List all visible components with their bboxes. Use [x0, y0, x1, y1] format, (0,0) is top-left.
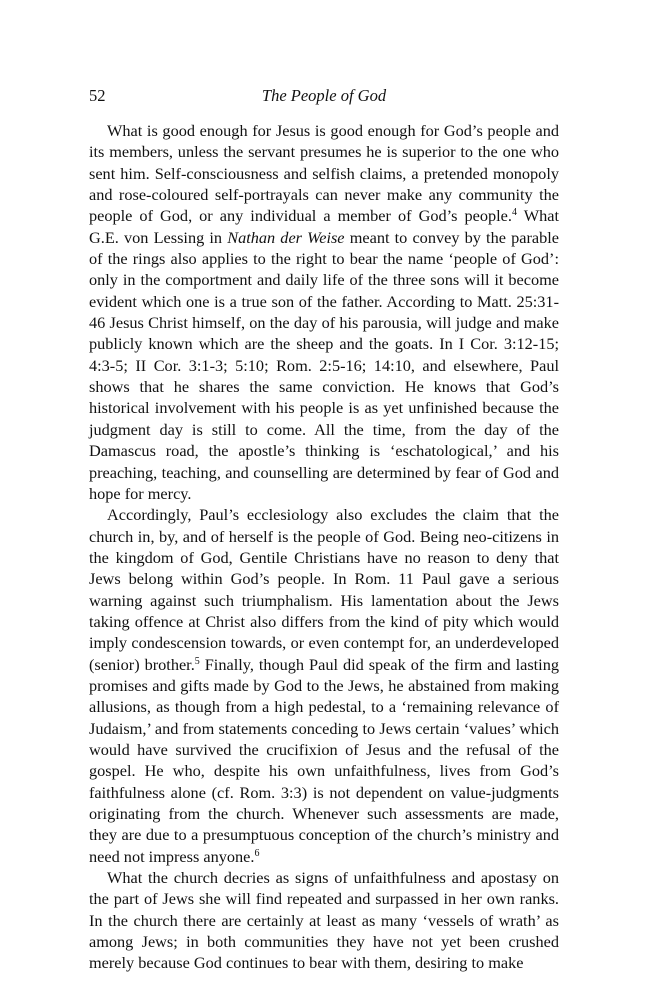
footnote-marker-5: 5 — [194, 655, 200, 667]
running-title: The People of God — [261, 86, 387, 105]
body-text — [89, 120, 559, 974]
paragraph-2-text-1: Accordingly, Paul’s ecclesiology also excludes the claim that the church in, by, and of herself is the people of God. Being neo-citizens in the kingdom of God, Gentile Christians have no reason to deny that Jews belong within God’s people. In Rom. 11 Paul gave a serious warning against such triumphalism. His lamentation about the Jews taking offence at Christ also differs from the kind of pity which would imply condescension towards, or even contempt for, an underdeveloped (senior) brother. — [89, 505, 559, 674]
page-number: 52 — [89, 86, 106, 105]
paragraph-2-text-2: Finally, though Paul did speak of the firm and lasting promises and gifts made by God to the Jews, he abstained from making allusions, as though from a high pedestal, to a ‘remaining relevance of Judaism,’ and from statements conceding to Jews certain ‘values’ which would have survived the crucifixion of Jesus and the refusal of the gospel. He who, despite his own unfaithfulness, lives from God’s faithfulness alone (cf. Rom. 3:3) is not dependent on value-judgments originating from the church. Whenever such assessments are made, they are due to a presumptuous conception of the church’s ministry and need not impress anyone. — [89, 654, 559, 866]
paragraph-1-text-1: What is good enough for Jesus is good enough for God’s people and its members, unless the servant presumes he is superior to the one who sent him. Self-consciousness and selfish claims, a pretended monopoly and rose-coloured self-portrayals can never make any community the people of God, or any individual a member of God’s people. — [89, 121, 559, 226]
book-title-nathan-der-weise: Nathan der Weise — [227, 227, 345, 247]
paragraph-1 — [89, 120, 559, 504]
paragraph-1-text-2: What G.E. von Lessing in — [89, 206, 559, 247]
paragraph-2 — [89, 504, 559, 867]
running-head — [89, 84, 559, 108]
footnote-marker-4: 4 — [511, 207, 517, 219]
paragraph-3 — [89, 867, 559, 974]
footnote-marker-6: 6 — [254, 847, 260, 859]
paragraph-3-text: What the church decries as signs of unfaithfulness and apostasy on the part of Jews she will find repeated and surpassed in her own ranks. In the church there are certainly at least as many ‘vessels of wrath’ as among Jews; in both communities they have not yet been crushed merely because God continues to bear with them, desiring to make — [89, 868, 559, 973]
book-page — [89, 84, 559, 974]
paragraph-1-text-3: meant to convey by the parable of the rings also applies to the right to bear the name ‘people of God’: only in the comportment and daily life of the three sons will it become evident which one is a true son of the father. According to Matt. 25:31-46 Jesus Christ himself, on the day of his parousia, will judge and make publicly known which are the sheep and the goats. In I Cor. 3:12-15; 4:3-5; II Cor. 3:1-3; 5:10; Rom. 2:5-16; 14:10, and elsewhere, Paul shows that he shares the same conviction. He knows that God’s historical involvement with his people is as yet unfinished because the judgment day is still to come. All the time, from the day of the Damascus road, the apostle’s thinking is ‘eschatological,’ and his preaching, teaching, and counselling are determined by fear of God and hope for mercy. — [89, 227, 560, 503]
